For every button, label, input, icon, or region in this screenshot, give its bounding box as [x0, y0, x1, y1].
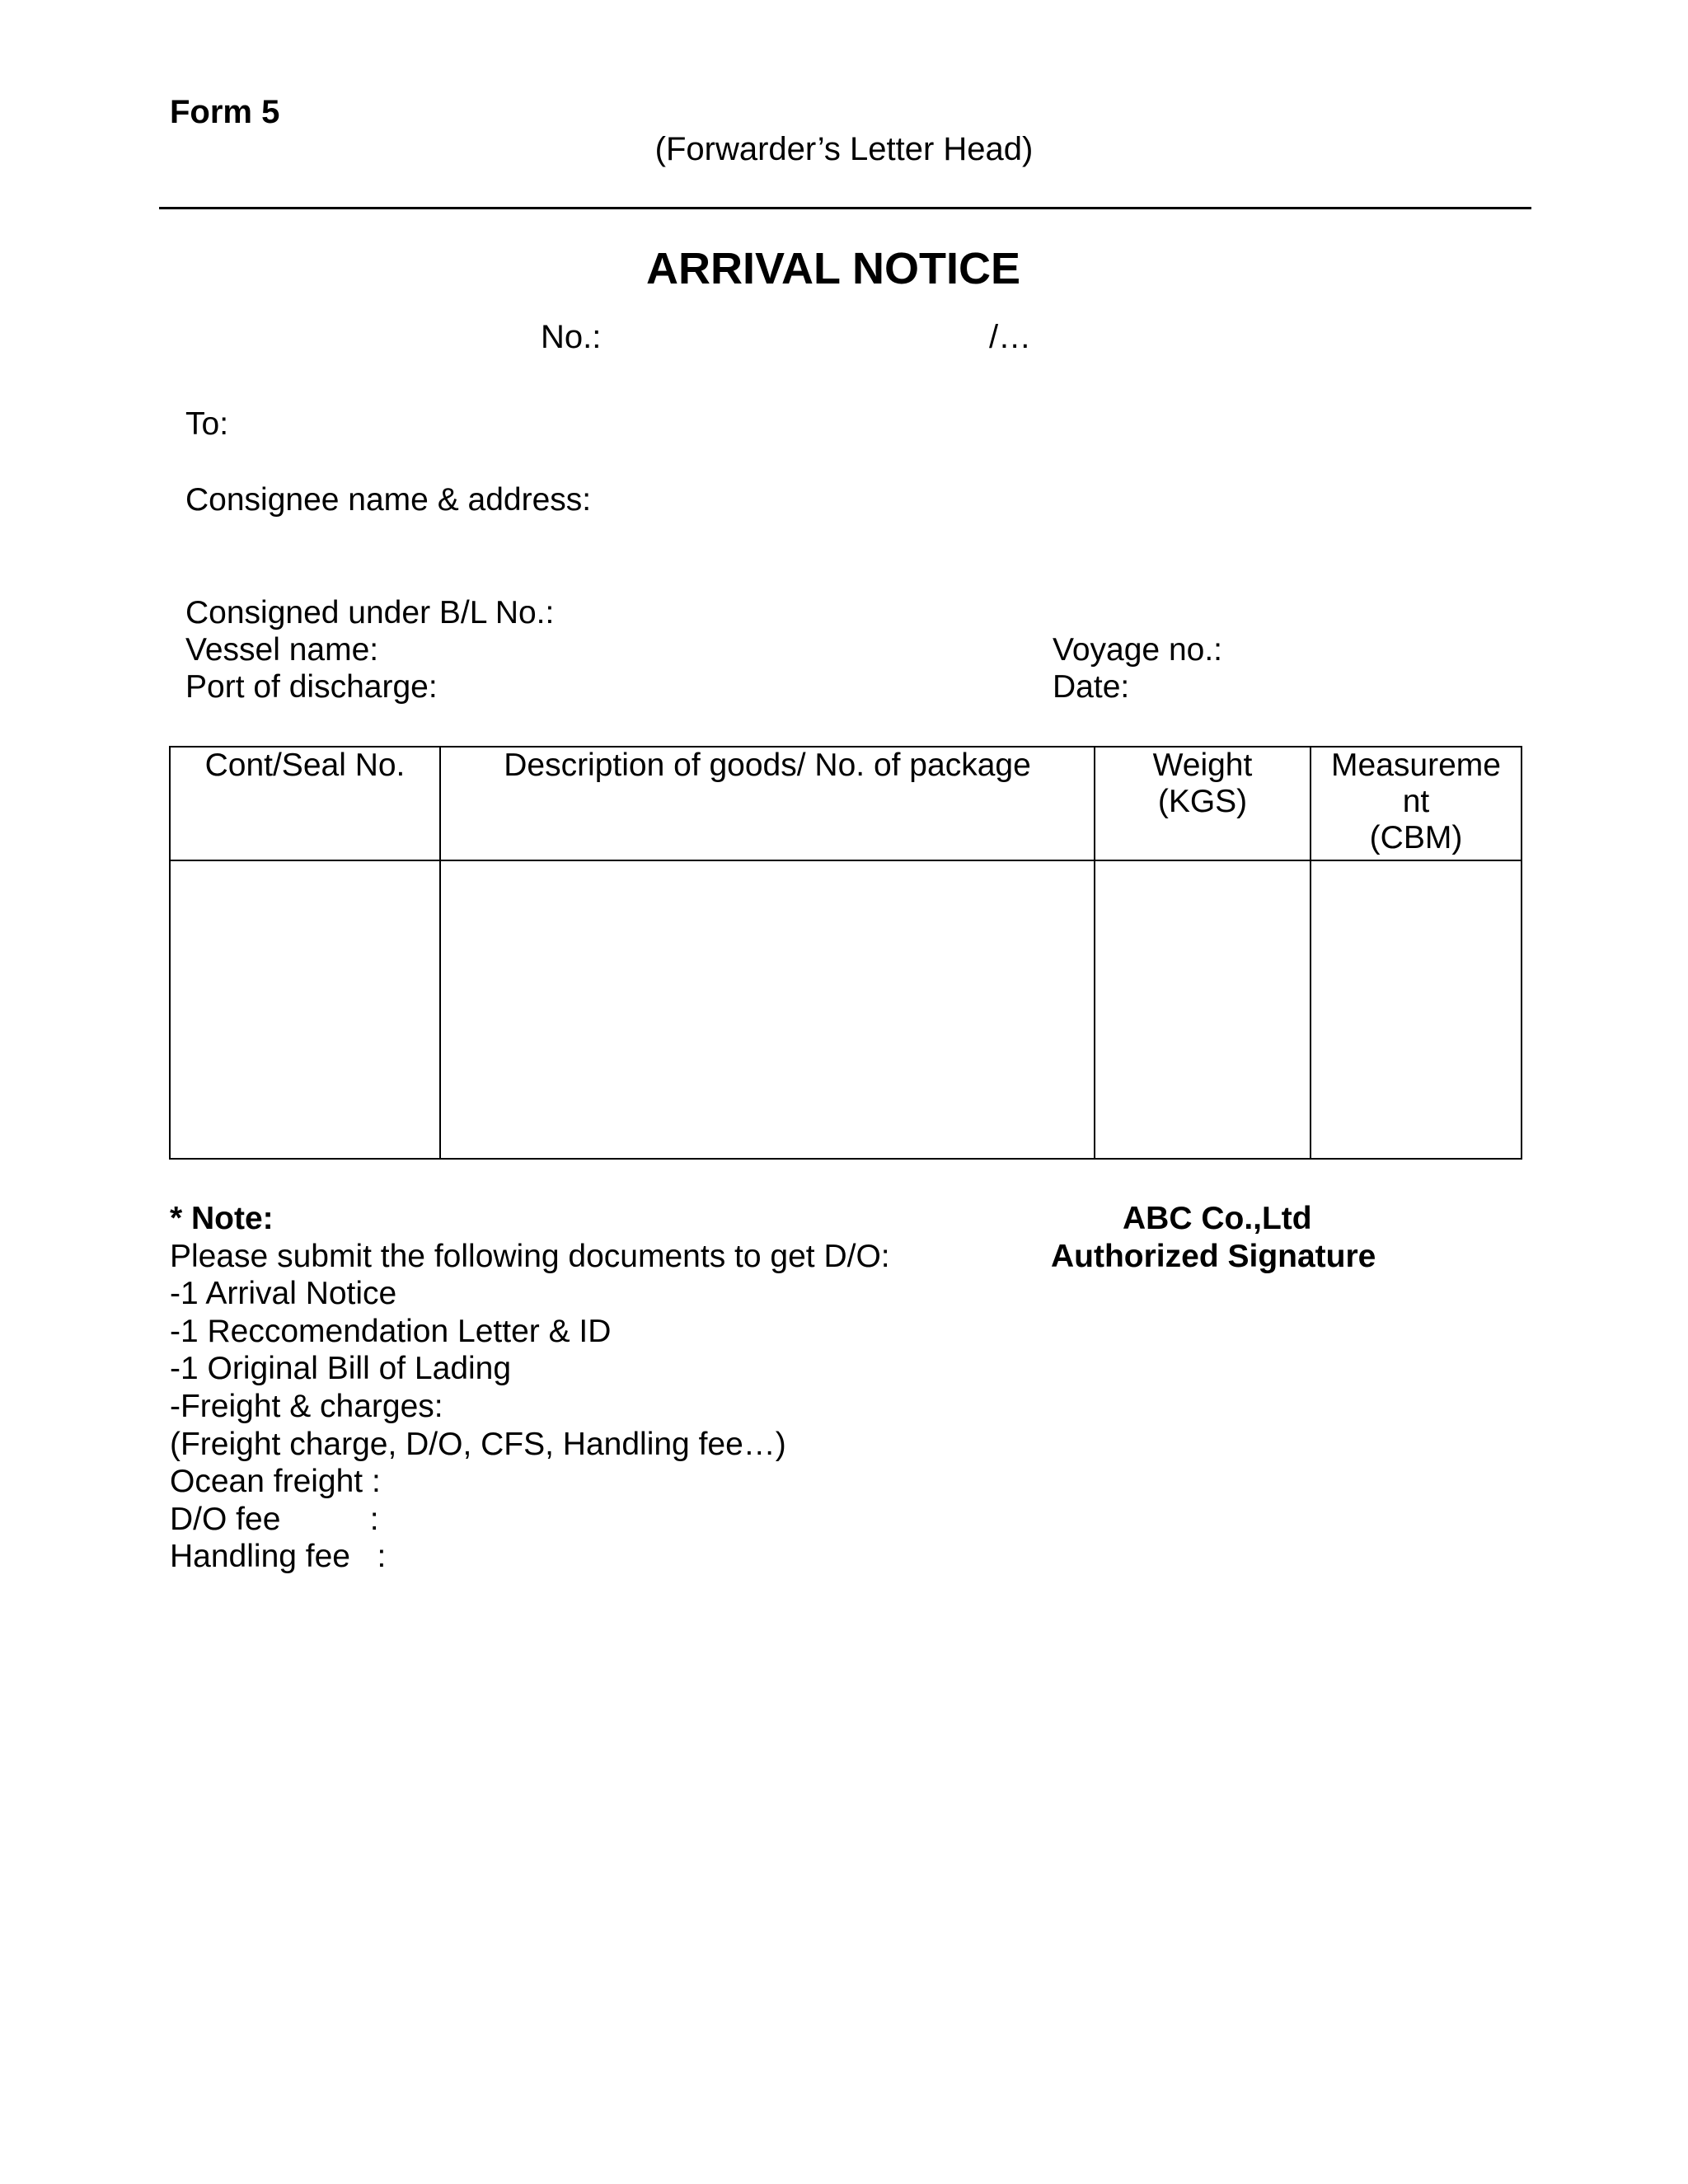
note-heading: * Note:: [170, 1201, 274, 1236]
header-measurement-line3: (CBM): [1369, 820, 1463, 855]
note-line: -1 Arrival Notice: [170, 1276, 397, 1312]
note-block: [170, 1200, 890, 1576]
header-weight: [1095, 747, 1311, 860]
note-line: Handling fee :: [170, 1539, 387, 1575]
measurement-cell: [1311, 860, 1522, 1159]
note-line: (Freight charge, D/O, CFS, Handling fee…): [170, 1426, 786, 1462]
header-measurement: [1311, 747, 1522, 860]
voyage-number-label: Voyage no.:: [1053, 632, 1223, 668]
form-number: Form 5: [170, 94, 280, 130]
cont-seal-cell: [170, 860, 440, 1159]
port-of-discharge-label: Port of discharge:: [185, 669, 438, 705]
bl-number-label: Consigned under B/L No.:: [185, 595, 555, 630]
to-label: To:: [185, 406, 229, 442]
note-line: Ocean freight :: [170, 1464, 381, 1500]
header-description: [440, 747, 1095, 860]
table-row: [170, 860, 1522, 1159]
goods-table-header-row: [170, 747, 1522, 860]
goods-table: [169, 746, 1522, 1160]
vessel-name-label: Vessel name:: [185, 632, 379, 668]
description-cell: [440, 860, 1095, 1159]
notice-number-suffix: /…: [989, 319, 1032, 355]
note-line: -Freight & charges:: [170, 1388, 443, 1424]
header-measurement-line2: nt: [1402, 784, 1430, 819]
letterhead-placeholder: (Forwarder’s Letter Head): [654, 131, 1034, 167]
document-title: ARRIVAL NOTICE: [645, 244, 1021, 293]
signature-label: Authorized Signature: [1051, 1239, 1376, 1274]
weight-cell: [1095, 860, 1311, 1159]
note-line: -1 Reccomendation Letter & ID: [170, 1313, 612, 1349]
date-label: Date:: [1053, 669, 1130, 705]
header-divider: [159, 207, 1531, 209]
header-weight-line2: (KGS): [1157, 784, 1248, 819]
consignee-label: Consignee name & address:: [185, 482, 592, 518]
header-description-text: Description of goods/ No. of package: [504, 748, 1031, 783]
header-measurement-line1: Measureme: [1331, 748, 1501, 783]
header-weight-line1: Weight: [1152, 748, 1253, 783]
note-line: D/O fee :: [170, 1501, 379, 1537]
note-line: -1 Original Bill of Lading: [170, 1351, 512, 1387]
notice-number-label: No.:: [541, 319, 602, 355]
signature-company: ABC Co.,Ltd: [1123, 1201, 1312, 1236]
note-line: Please submit the following documents to get D/O:: [170, 1238, 890, 1274]
header-cont-seal-text: Cont/Seal No.: [204, 748, 406, 783]
header-cont-seal: [170, 747, 440, 860]
